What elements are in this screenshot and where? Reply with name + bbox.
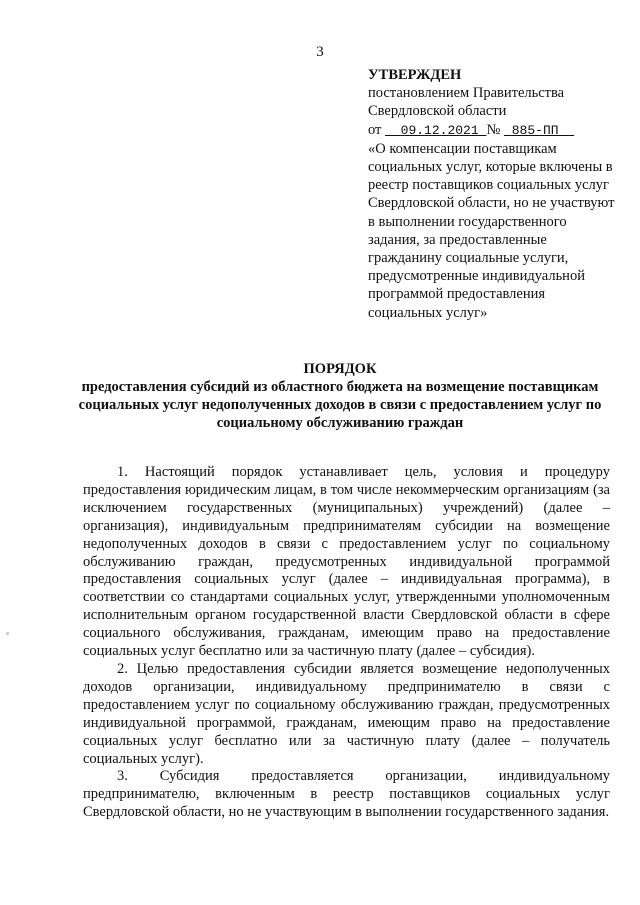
- page-number: 3: [316, 44, 324, 60]
- approval-line-2: Свердловской области: [368, 103, 507, 120]
- paragraph-3: 3. Субсидия предоставляется организации, индивидуальному предпринимателю, включенным в реестр поставщиков социальных услуг Свердловской области, но не участвующим в выполнении государственного задания.: [83, 768, 610, 821]
- approval-line-1: постановлением Правительства: [368, 85, 565, 102]
- number-value: 885-ПП: [511, 122, 559, 138]
- approval-heading: УТВЕРЖДЕН: [368, 67, 462, 83]
- document-title: ПОРЯДОК: [303, 361, 377, 377]
- approval-subject: «О компенсации поставщикам социальных услуг, которые включены в реестр поставщиков социальных услуг Свердловской области, но не участвуют в выполнении государственного задания, за предоставленные гражданину социальные услуги, предусмотренные индивидуальной программой предоставления социальных услуг»: [368, 140, 615, 321]
- document-subtitle: предоставления субсидий из областного бюджета на возмещение поставщикам социальных услуг недополученных доходов в связи с предоставлением услуг по социальному обслуживанию граждан: [78, 379, 602, 431]
- document-body: [83, 464, 610, 822]
- paragraph-1: 1. Настоящий порядок устанавливает цель, условия и процедуру предоставления юридическим лицам, в том числе некоммерческим организациям (за исключением государственных (муниципальных) учреждений) (далее – организация), индивидуальным предпринимателям субсидии на возмещение недополученных доходов в связи с предоставлением услуг по социальному обслуживанию граждан, предусмотренных индивидуальной программой предоставления социальных услуг (далее – индивидуальная программа), в соответствии со стандартами социальных услуг, утвержденными уполномоченным исполнительным органом государственной власти Свердловской области в сфере социального обслуживания, гражданам, имеющим право на предоставление социальных услуг бесплатно или за частичную плату (далее – субсидия).: [83, 464, 610, 660]
- paragraph-2: 2. Целью предоставления субсидии является возмещение недополученных доходов организации, индивидуальному предпринимателю в связи с предоставлением услуг по социальному обслуживанию граждан, предусмотренных индивидуальной программой, гражданам, имеющим право на предоставление социальных услуг бесплатно или за частичную плату (далее – получатель социальных услуг).: [83, 660, 610, 767]
- margin-mark: [6, 632, 9, 635]
- approval-date-line: [368, 121, 618, 140]
- date-prefix: от: [368, 121, 382, 138]
- number-prefix: №: [486, 121, 501, 138]
- date-value: 09.12.2021: [400, 122, 479, 138]
- approval-block: [368, 66, 618, 322]
- document-title-block: [60, 360, 620, 432]
